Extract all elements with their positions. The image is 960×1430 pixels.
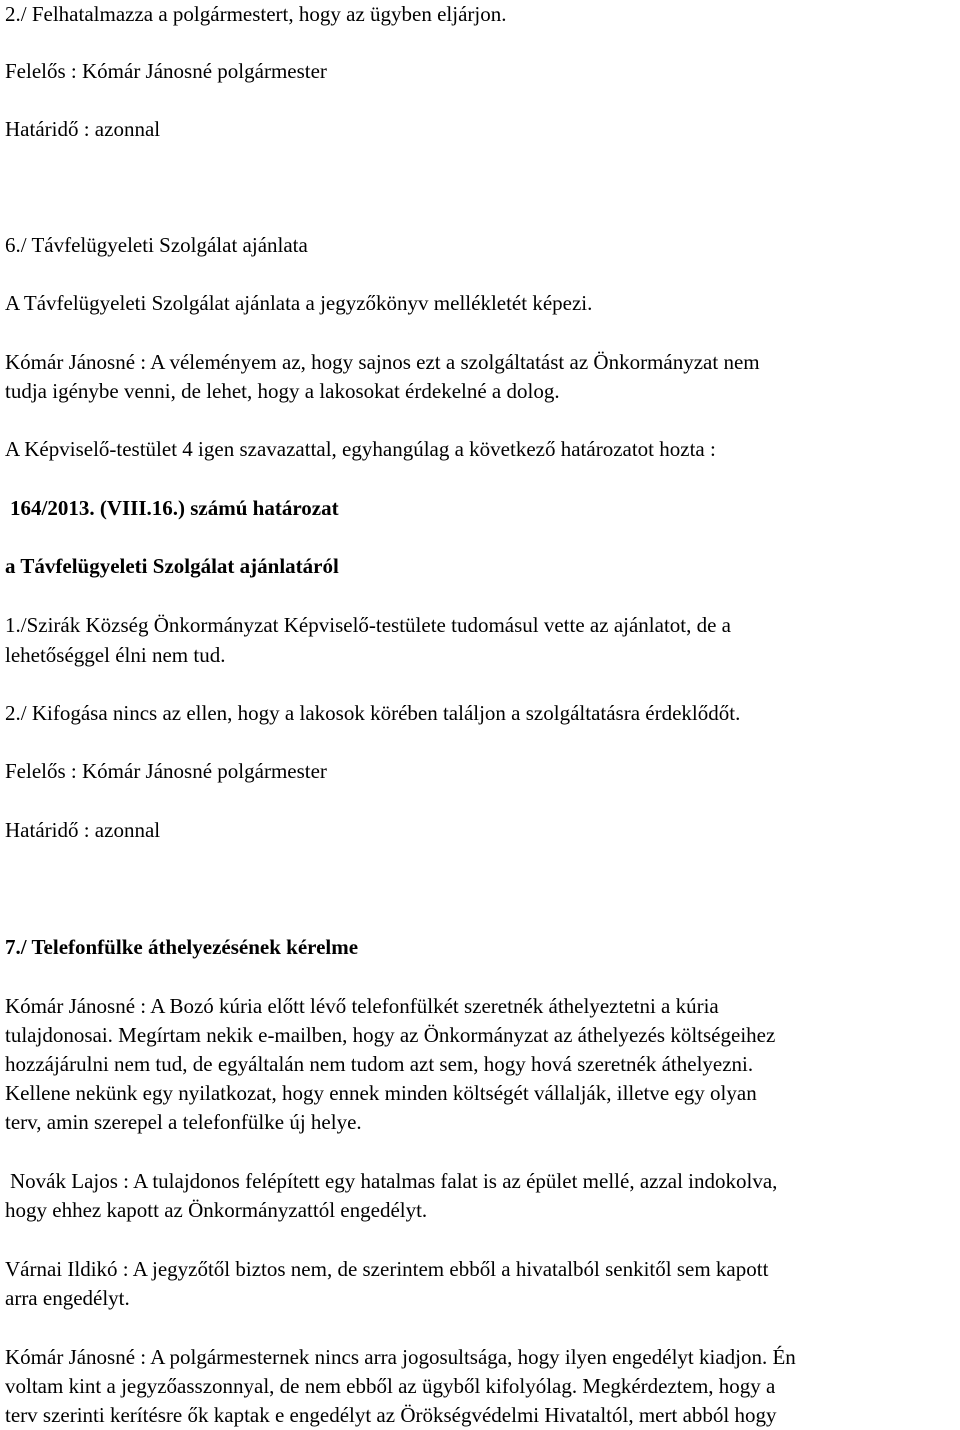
section7-para1-line: terv, amin szerepel a telefonfülke új helye.: [5, 1110, 362, 1134]
section6-comment-line: Kómár Jánosné : A véleményem az, hogy sajnos ezt a szolgáltatást az Önkormányzat nem: [5, 350, 760, 374]
section6-responsible: Felelős : Kómár Jánosné polgármester: [5, 759, 327, 783]
section7-para4-line: voltam kint a jegyzőasszonnyal, de nem ebből az ügyből kifolyólag. Megkérdeztem, hogy a: [5, 1374, 776, 1398]
section6-deadline: Határidő : azonnal: [5, 818, 161, 842]
resolution-point-2: 2./ Kifogása nincs az ellen, hogy a lakosok körében találjon a szolgáltatásra érdeklődőt.: [5, 701, 741, 725]
section6-intro: A Távfelügyeleti Szolgálat ajánlata a jegyzőkönyv mellékletét képezi.: [5, 291, 593, 315]
section7-heading: 7./ Telefonfülke áthelyezésének kérelme: [5, 935, 359, 959]
section7-para4-line: Kómár Jánosné : A polgármesternek nincs arra jogosultsága, hogy ilyen engedélyt kiadjon. Én: [5, 1345, 796, 1369]
section7-para4-line: terv szerinti kerítésre ők kaptak e engedélyt az Örökségvédelmi Hivataltól, mert abból hogy: [5, 1403, 777, 1427]
section6-comment-line: tudja igénybe venni, de lehet, hogy a lakosokat érdekelné a dolog.: [5, 379, 560, 403]
resolution-title: a Távfelügyeleti Szolgálat ajánlatáról: [5, 554, 339, 578]
section5-responsible: Felelős : Kómár Jánosné polgármester: [5, 59, 327, 83]
section7-para1-line: Kellene nekünk egy nyilatkozat, hogy ennek minden költségét vállalják, illetve egy olyan: [5, 1081, 757, 1105]
section7-para1-line: Kómár Jánosné : A Bozó kúria előtt lévő telefonfülkét szeretnék áthelyeztetni a kúria: [5, 994, 719, 1018]
section7-para1-line: tulajdonosai. Megírtam nekik e-mailben, hogy az Önkormányzat az áthelyezés költségeihez: [5, 1023, 776, 1047]
resolution-number: 164/2013. (VIII.16.) számú határozat: [10, 496, 339, 520]
section7-para3-line: arra engedélyt.: [5, 1286, 130, 1310]
resolution-point-1-line: lehetőséggel élni nem tud.: [5, 643, 226, 667]
section5-deadline: Határidő : azonnal: [5, 117, 161, 141]
resolution-point-1-line: 1./Szirák Község Önkormányzat Képviselő-testülete tudomásul vette az ajánlatot, de a: [5, 613, 732, 637]
section5-item-2: 2./ Felhatalmazza a polgármestert, hogy az ügyben eljárjon.: [5, 2, 507, 26]
section6-vote: A Képviselő-testület 4 igen szavazattal, egyhangúlag a következő határozatot hozta :: [5, 437, 716, 461]
section7-para2-line: hogy ehhez kapott az Önkormányzattól engedélyt.: [5, 1198, 428, 1222]
section7-para1-line: hozzájárulni nem tud, de egyáltalán nem tudom azt sem, hogy hová szeretnék áthelyezni.: [5, 1052, 754, 1076]
section7-para2-line: Novák Lajos : A tulajdonos felépített egy hatalmas falat is az épület mellé, azzal indokolva,: [10, 1169, 778, 1193]
section7-para3-line: Várnai Ildikó : A jegyzőtől biztos nem, de szerintem ebből a hivatalból senkitől sem kapott: [5, 1257, 769, 1281]
section6-heading: 6./ Távfelügyeleti Szolgálat ajánlata: [5, 233, 308, 257]
